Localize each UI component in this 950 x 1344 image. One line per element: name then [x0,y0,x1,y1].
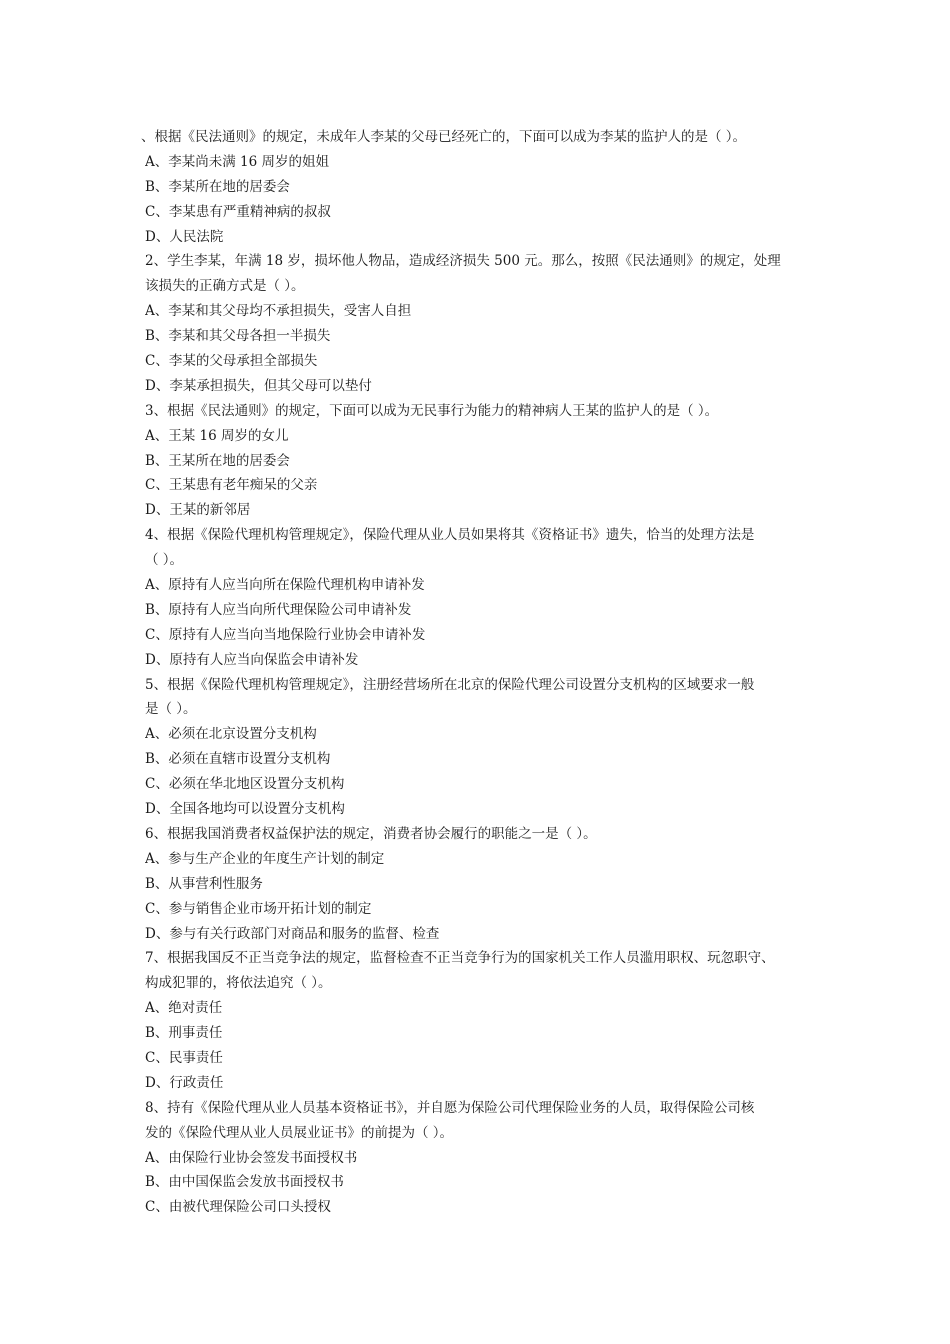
question-2-option-a: A、李某和其父母均不承担损失，受害人自担 [145,303,412,320]
question-8-option-b: B、由中国保监会发放书面授权书 [145,1174,344,1191]
question-3-option-a: A、王某 16 周岁的女儿 [145,427,289,444]
question-2-stem: 2、学生李某，年满 18 岁，损坏他人物品，造成经济损失 500 元。那么，按照《民法通则》的规定，处理 [145,253,781,270]
question-3-option-b: B、王某所在地的居委会 [145,452,290,469]
question-7-option-d: D、行政责任 [145,1074,224,1091]
question-4-stem: 4、根据《保险代理机构管理规定》，保险代理从业人员如果将其《资格证书》遗失，恰当的处理方法是 [145,527,755,544]
question-8-option-c: C、由被代理保险公司口头授权 [145,1199,331,1216]
question-1-option-c: C、李某患有严重精神病的叔叔 [145,203,331,220]
question-5-option-c: C、必须在华北地区设置分支机构 [145,776,345,793]
question-text-block [141,125,817,1220]
question-4-option-d: D、原持有人应当向保监会申请补发 [145,651,359,668]
question-1-stem: 、根据《民法通则》的规定，未成年人李某的父母已经死亡的，下面可以成为李某的监护人的是（ ）。 [141,129,747,145]
question-6-option-d: D、参与有关行政部门对商品和服务的监督、检查 [145,925,440,942]
question-1-option-d: D、人民法院 [145,228,224,245]
question-7-option-b: B、刑事责任 [145,1025,223,1042]
question-3-option-c: C、王某患有老年痴呆的父亲 [145,477,318,494]
question-4-option-a: A、原持有人应当向所在保险代理机构申请补发 [145,577,425,594]
question-5-option-b: B、必须在直辖市设置分支机构 [145,751,331,768]
question-6-option-c: C、参与销售企业市场开拓计划的制定 [145,900,372,917]
question-7-stem: 7、根据我国反不正当竞争法的规定，监督检查不正当竞争行为的国家机关工作人员滥用职权、玩忽职守、 [145,950,775,967]
question-6-option-b: B、从事营利性服务 [145,875,263,892]
question-2-stem-cont: 该损失的正确方式是（ ）。 [145,278,305,295]
question-7-option-a: A、绝对责任 [145,1000,223,1017]
question-2-option-d: D、李某承担损失，但其父母可以垫付 [145,377,372,394]
question-6-option-a: A、参与生产企业的年度生产计划的制定 [145,850,385,867]
question-5-option-a: A、必须在北京设置分支机构 [145,726,317,743]
question-8-stem: 8、持有《保险代理从业人员基本资格证书》，并自愿为保险公司代理保险业务的人员，取得保险公司核 [145,1099,755,1116]
question-2-option-b: B、李某和其父母各担一半损失 [145,328,331,345]
question-7-stem-cont: 构成犯罪的，将依法追究（ ）。 [145,975,332,992]
question-6-stem: 6、根据我国消费者权益保护法的规定，消费者协会履行的职能之一是（ ）。 [145,825,597,842]
question-8-option-a: A、由保险行业协会签发书面授权书 [145,1149,358,1166]
question-1-option-b: B、李某所在地的居委会 [145,178,290,195]
question-7-option-c: C、民事责任 [145,1049,223,1066]
question-5-stem: 5、根据《保险代理机构管理规定》，注册经营场所在北京的保险代理公司设置分支机构的区域要求一般 [145,676,755,693]
question-4-stem-cont: （ ）。 [145,552,184,569]
question-4-option-c: C、原持有人应当向当地保险行业协会申请补发 [145,626,426,643]
question-5-stem-cont: 是（ ）。 [145,701,197,718]
question-4-option-b: B、原持有人应当向所代理保险公司申请补发 [145,601,412,618]
question-3-option-d: D、王某的新邻居 [145,502,251,519]
question-2-option-c: C、李某的父母承担全部损失 [145,353,318,370]
question-5-option-d: D、全国各地均可以设置分支机构 [145,801,345,818]
question-8-stem-cont: 发的《保险代理从业人员展业证书》的前提为（ ）。 [145,1124,454,1141]
question-3-stem: 3、根据《民法通则》的规定，下面可以成为无民事行为能力的精神病人王某的监护人的是（ ）。 [145,402,719,419]
question-1-option-a: A、李某尚未满 16 周岁的姐姐 [145,153,330,170]
